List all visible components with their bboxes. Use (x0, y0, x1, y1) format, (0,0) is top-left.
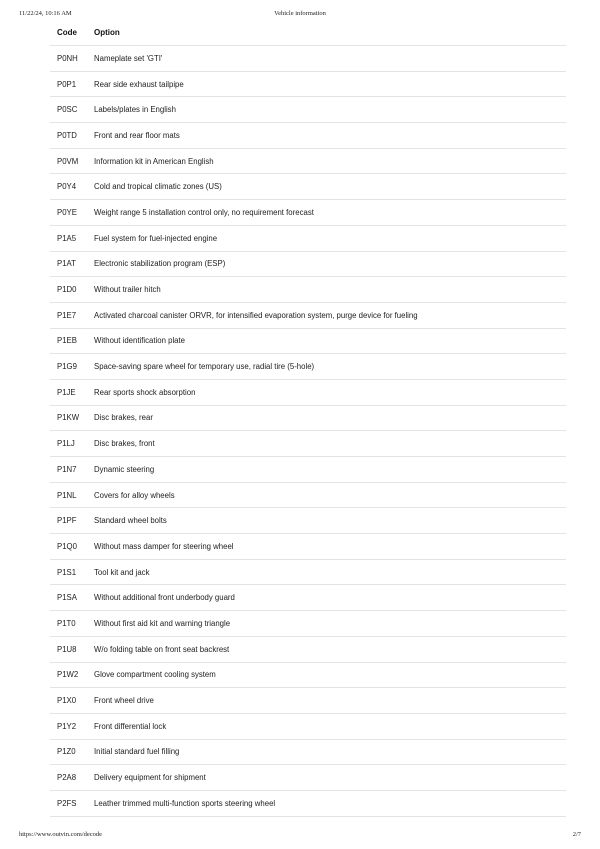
table-row (50, 302, 566, 328)
table-row (50, 508, 566, 534)
option-description: W/o folding table on front seat backrest (87, 636, 566, 662)
column-header-option: Option (87, 20, 566, 46)
table-row (50, 379, 566, 405)
option-code: P1LJ (50, 431, 87, 457)
option-code: P1SA (50, 585, 87, 611)
option-code: P1EB (50, 328, 87, 354)
option-description: Glove compartment cooling system (87, 662, 566, 688)
table-row (50, 328, 566, 354)
options-table (50, 20, 566, 817)
table-row (50, 713, 566, 739)
option-code: P1D0 (50, 277, 87, 303)
option-description: Delivery equipment for shipment (87, 765, 566, 791)
option-code: P0P1 (50, 71, 87, 97)
table-row (50, 431, 566, 457)
table-row (50, 790, 566, 816)
table-row (50, 534, 566, 560)
page-number: 2/7 (572, 831, 581, 838)
option-description: Without trailer hitch (87, 277, 566, 303)
option-description: Cold and tropical climatic zones (US) (87, 174, 566, 200)
print-datetime: 11/22/24, 10:16 AM (19, 10, 72, 17)
column-header-code: Code (50, 20, 87, 46)
table-row (50, 611, 566, 637)
option-code: P1PF (50, 508, 87, 534)
table-row (50, 174, 566, 200)
table-row (50, 46, 566, 72)
print-header (0, 10, 600, 20)
option-description: Initial standard fuel filling (87, 739, 566, 765)
table-row (50, 636, 566, 662)
table-row (50, 688, 566, 714)
option-description: Leather trimmed multi-function sports steering wheel (87, 790, 566, 816)
option-code: P1Q0 (50, 534, 87, 560)
option-description: Activated charcoal canister ORVR, for intensified evaporation system, purge device for fueling (87, 302, 566, 328)
option-code: P1U8 (50, 636, 87, 662)
table-row (50, 148, 566, 174)
option-description: Dynamic steering (87, 457, 566, 483)
table-row (50, 559, 566, 585)
option-code: P0VM (50, 148, 87, 174)
option-code: P1G9 (50, 354, 87, 380)
option-description: Standard wheel bolts (87, 508, 566, 534)
option-code: P1AT (50, 251, 87, 277)
table-row (50, 225, 566, 251)
table-row (50, 200, 566, 226)
option-code: P1E7 (50, 302, 87, 328)
table-row (50, 251, 566, 277)
option-description: Fuel system for fuel-injected engine (87, 225, 566, 251)
option-description: Space-saving spare wheel for temporary use, radial tire (5-hole) (87, 354, 566, 380)
option-description: Nameplate set 'GTI' (87, 46, 566, 72)
option-description: Front differential lock (87, 713, 566, 739)
option-description: Front and rear floor mats (87, 123, 566, 149)
option-description: Rear side exhaust tailpipe (87, 71, 566, 97)
option-code: P1N7 (50, 457, 87, 483)
table-row (50, 482, 566, 508)
table-row (50, 71, 566, 97)
option-description: Front wheel drive (87, 688, 566, 714)
option-code: P1S1 (50, 559, 87, 585)
table-row (50, 457, 566, 483)
option-description: Disc brakes, front (87, 431, 566, 457)
option-description: Disc brakes, rear (87, 405, 566, 431)
option-description: Without mass damper for steering wheel (87, 534, 566, 560)
option-code: P1W2 (50, 662, 87, 688)
option-description: Tool kit and jack (87, 559, 566, 585)
option-code: P1NL (50, 482, 87, 508)
option-code: P1A5 (50, 225, 87, 251)
option-code: P2FS (50, 790, 87, 816)
option-code: P0TD (50, 123, 87, 149)
option-code: P1T0 (50, 611, 87, 637)
option-description: Electronic stabilization program (ESP) (87, 251, 566, 277)
option-code: P1KW (50, 405, 87, 431)
table-row (50, 405, 566, 431)
option-description: Weight range 5 installation control only, no requirement forecast (87, 200, 566, 226)
option-code: P1JE (50, 379, 87, 405)
table-body (50, 46, 566, 817)
option-code: P0Y4 (50, 174, 87, 200)
option-code: P0SC (50, 97, 87, 123)
option-description: Without first aid kit and warning triangle (87, 611, 566, 637)
table-row (50, 97, 566, 123)
option-description: Information kit in American English (87, 148, 566, 174)
footer-url: https://www.outvin.com/decode (19, 831, 102, 838)
option-description: Labels/plates in English (87, 97, 566, 123)
table-row (50, 277, 566, 303)
option-code: P1Y2 (50, 713, 87, 739)
print-title: Vehicle information (274, 10, 326, 17)
option-code: P0NH (50, 46, 87, 72)
table-row (50, 123, 566, 149)
table-row (50, 662, 566, 688)
print-footer (0, 831, 600, 841)
option-code: P0YE (50, 200, 87, 226)
option-description: Covers for alloy wheels (87, 482, 566, 508)
table-row (50, 765, 566, 791)
table-header-row (50, 20, 566, 46)
option-code: P1X0 (50, 688, 87, 714)
table-row (50, 354, 566, 380)
option-description: Without additional front underbody guard (87, 585, 566, 611)
table-row (50, 739, 566, 765)
option-code: P2A8 (50, 765, 87, 791)
option-description: Without identification plate (87, 328, 566, 354)
table-row (50, 585, 566, 611)
option-description: Rear sports shock absorption (87, 379, 566, 405)
option-code: P1Z0 (50, 739, 87, 765)
